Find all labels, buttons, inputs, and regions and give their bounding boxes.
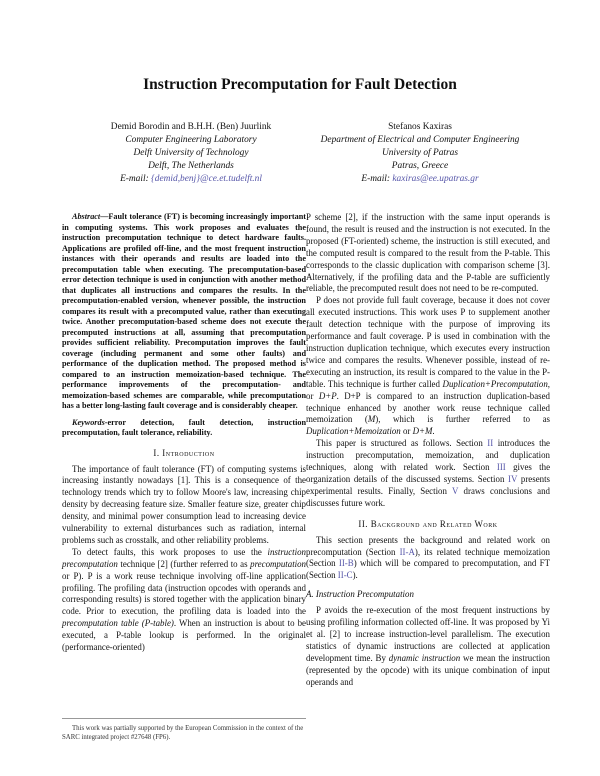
body-paragraph — [306, 605, 550, 688]
author-email-line — [66, 173, 316, 186]
section-link[interactable]: II-B — [338, 558, 354, 569]
footnote: This work was partially supported by the European Commission in the context of the SARC integrated project #27648 (FP6). — [62, 718, 306, 742]
subsection-heading: A. Instruction Precomputation — [306, 589, 414, 600]
text-run: This section presents the background and related work on precomputation (Section — [306, 534, 550, 557]
emphasis: Duplication+Memoization — [306, 426, 401, 437]
author-block-left — [66, 121, 316, 186]
author-names: Stefanos Kaxiras — [388, 122, 452, 132]
text-run: presents experimental results. Finally, Section — [306, 473, 550, 496]
email-prefix: E-mail: — [361, 174, 393, 184]
section-link[interactable]: III — [496, 462, 506, 473]
author-block-right — [290, 121, 550, 186]
section-link[interactable]: IV — [508, 473, 518, 484]
abstract-text: —Fault tolerance (FT) is becoming increasingly important in computing systems. This work proposes and evaluates the instruction precomputation technique to detect hardware faults. Applications are profiled off-line, and the most frequent instruction instances with their operands and results are loaded into the precomputation table when executing. The precomputation-based error detection technique is used in conjunction with another method that duplicates all instructions and compares the results. In the precomputation-enabled version, whenever possible, the instruction compares its result with a precomputed value, rather than executing twice. Another precomputation-based scheme does not execute the precomputed instructions at all, assuming that precomputation provides sufficient reliability. Precomputation improves the fault coverage (including permanent and some other faults) and performance of the duplication method. The proposed method is compared to an instruction memoization-based technique. The performance improvements of the precomputation- and memoization-based schemes are comparable, while precomputation has a better long-lasting fault coverage and is considerably cheaper. — [62, 212, 306, 410]
section-link[interactable]: II — [487, 438, 494, 449]
text-run: gives the organization details of the discussed systems. Section — [306, 462, 551, 484]
section-link[interactable]: II-A — [399, 546, 415, 557]
email-prefix: E-mail: — [120, 174, 152, 184]
text-run: technique [2] (further referred to as — [117, 558, 251, 569]
author-university: Delft University of Technology — [133, 148, 249, 158]
paper-title: Instruction Precomputation for Fault Detection — [143, 76, 457, 93]
emphasis: Duplication+Precomputation — [442, 378, 548, 389]
text-run: or P). P is a work reuse technique involving off-line application profiling. The profiling data (instruction opcodes with operands and corresponding results) is stored together with the application binary code. Prior to execution, the profiling data is loaded into the — [62, 570, 306, 617]
text-run: This paper is structured as follows. Section — [316, 438, 488, 449]
left-column — [62, 212, 306, 654]
keywords-text: -error detection, fault detection, instruction precomputation, fault tolerance, reliability. — [62, 417, 306, 437]
body-paragraph: P scheme [2], if the instruction with the same input operands is found, the result is reused and the instruction is not executed. In the proposed (FT-oriented) scheme, the instruction is still executed, and the computed result is compared to the result from the P-table. This corresponds to the classic duplication with comparison scheme [3]. Alternatively, if the profiling data and the P-table are sufficiently reliable, the precomputed result does not need to be re-computed. — [306, 212, 550, 294]
text-run: ). — [352, 570, 358, 581]
emphasis: dynamic instruction — [388, 652, 461, 663]
emphasis: D+M — [412, 426, 433, 437]
text-run: ), which is further referred to as — [375, 414, 550, 425]
section-link[interactable]: V — [452, 485, 459, 496]
body-paragraph — [306, 438, 550, 509]
emphasis: D+P — [318, 390, 337, 401]
text-run: or — [400, 426, 413, 437]
text-run: , or — [306, 378, 550, 401]
text-run: . — [432, 426, 435, 437]
abstract-label: Abstract — [72, 212, 101, 221]
abstract-paragraph — [62, 212, 306, 412]
author-email-line — [290, 173, 550, 186]
text-run: ), its related technique memoization (Section — [306, 546, 550, 569]
body-paragraph — [306, 295, 550, 438]
author-lab: Department of Electrical and Computer Engineering — [320, 135, 520, 145]
intro-paragraph: The importance of fault tolerance (FT) of computing systems is increasing instantly nowadays [1]. This is a consequence of the technology trends which try to follow Moore's law, increasing chip density by decreasing feature size. Smaller feature size, greater chip density, and minimal power consumption lead to increasing device vulnerability to external disturbances such as radiation, internal problems such as crosstalk, and other reliability problems. — [62, 463, 306, 545]
keywords-paragraph — [62, 418, 306, 439]
text-run: draws conclusions and discusses future work. — [306, 485, 550, 508]
text-run: P does not provide full fault coverage, because it does not cover all executed instructions. This work uses P to supplement another fault detection technique with the purpose of improving its performance and fault coverage. P is used in combination with the instruction duplication technique, which executes every instruction twice and compares the results. Whenever possible, instead of re-executing an instruction, its result is compared to the value in the P-table. This technique is further called — [306, 295, 550, 389]
author-city: Patras, Greece — [391, 161, 449, 171]
text-run: To detect faults, this work proposes to use the — [72, 546, 268, 557]
section-heading-introduction: I. Introduction — [153, 447, 215, 458]
emphasis: M — [367, 414, 376, 425]
keywords-label: Keywords — [72, 417, 105, 427]
text-run: ) which will be compared to precomputation, and FT (Section — [306, 558, 550, 581]
author-university: University of Patras — [381, 148, 459, 158]
body-paragraph — [306, 535, 550, 583]
section-heading-background: II. Background and Related Work — [358, 518, 498, 529]
emphasis: precomputation — [250, 558, 306, 569]
abstract — [62, 212, 306, 439]
text-run: P avoids the re-execution of the most frequent instructions by using profiling information collected off-line. It was proposed by Yi et al. [2] to increase instruction-level parallelism. The execution statistics of dynamic instructions are collected at application development time. By — [306, 605, 550, 663]
intro-paragraph — [62, 547, 306, 654]
section-link[interactable]: II-C — [337, 570, 353, 581]
emphasis: instruction precomputation — [62, 546, 306, 569]
author-email-link[interactable]: {demid,benj}@ce.et.tudelft.nl — [151, 174, 262, 184]
text-run: introduces the instruction precomputation, memoization, and duplication techniques, along with related work. Section — [306, 438, 550, 473]
right-column — [306, 212, 550, 689]
author-lab: Computer Engineering Laboratory — [125, 135, 257, 145]
text-run: . When an instruction is about to be executed, a P-table lookup is performed. In the original (performance-oriented) — [62, 618, 306, 653]
author-names: Demid Borodin and B.H.H. (Ben) Juurlink — [110, 122, 272, 132]
author-email-link[interactable]: kaxiras@ee.upatras.gr — [392, 174, 479, 184]
text-run: we mean the instruction (represented by the opcode) with its unique combination of input operands and — [306, 652, 550, 687]
emphasis: precomputation table (P-table) — [62, 618, 174, 629]
text-run: . D+P is compared to an instruction duplication-based technique enhanced by another work reuse technique called memoization ( — [306, 390, 550, 425]
author-city: Delft, The Netherlands — [148, 161, 234, 171]
